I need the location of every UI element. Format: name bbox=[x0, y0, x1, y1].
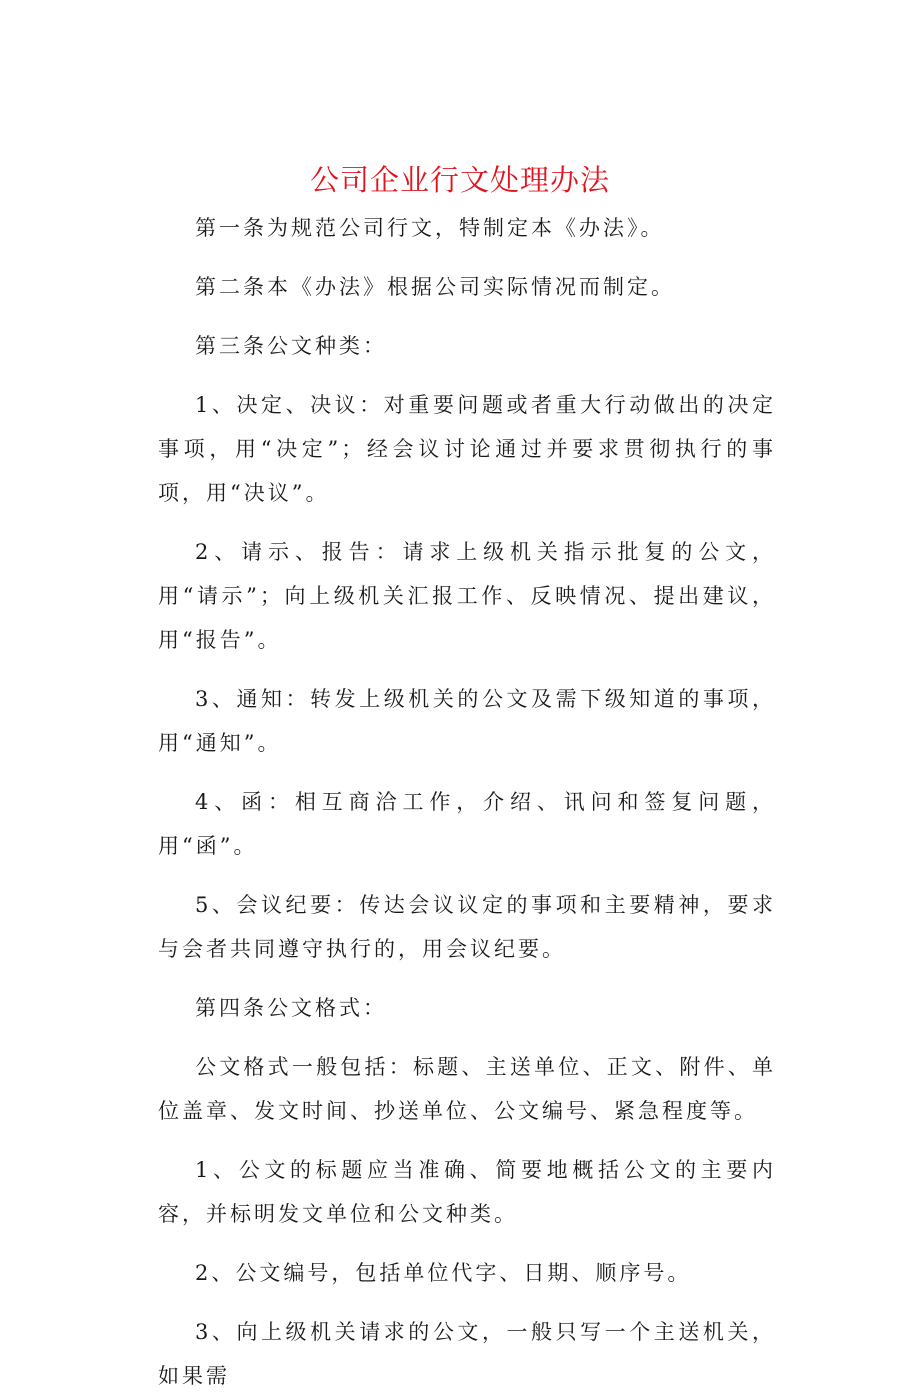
format-number-rule: 2、公文编号，包括单位代字、日期、顺序号。 bbox=[195, 1261, 692, 1285]
format-overview: 公文格式一般包括：标题、主送单位、正文、附件、单位盖章、发文时间、抄送单位、公文编号、紧急程度等。 bbox=[158, 1055, 776, 1123]
format-title-rule: 1、公文的标题应当准确、简要地概括公文的主要内容，并标明发文单位和公文种类。 bbox=[158, 1158, 776, 1226]
doc-type-request-report: 2、请示、报告：请求上级机关指示批复的公文，用“请示”；向上级机关汇报工作、反映情况、提出建议，用“报告”。 bbox=[158, 540, 776, 652]
document-title: 公司企业行文处理办法 bbox=[309, 163, 610, 197]
article-2: 第二条本《办法》根据公司实际情况而制定。 bbox=[195, 275, 675, 299]
doc-type-letter: 4、函：相互商洽工作，介绍、讯问和签复问题，用“函”。 bbox=[158, 790, 776, 858]
article-4-heading: 第四条公文格式： bbox=[195, 996, 387, 1020]
doc-type-minutes: 5、会议纪要：传达会议议定的事项和主要精神，要求与会者共同遵守执行的，用会议纪要。 bbox=[158, 893, 776, 961]
article-3-heading: 第三条公文种类： bbox=[195, 334, 387, 358]
article-1: 第一条为规范公司行文，特制定本《办法》。 bbox=[195, 216, 665, 240]
doc-type-decision: 1、决定、决议：对重要问题或者重大行动做出的决定事项，用“决定”；经会议讨论通过并要求贯彻执行的事项，用“决议”。 bbox=[158, 393, 776, 505]
document-body bbox=[158, 206, 776, 1398]
format-recipient-rule: 3、向上级机关请求的公文，一般只写一个主送机关，如果需 bbox=[158, 1320, 776, 1388]
doc-type-notice: 3、通知：转发上级机关的公文及需下级知道的事项，用“通知”。 bbox=[158, 687, 776, 755]
